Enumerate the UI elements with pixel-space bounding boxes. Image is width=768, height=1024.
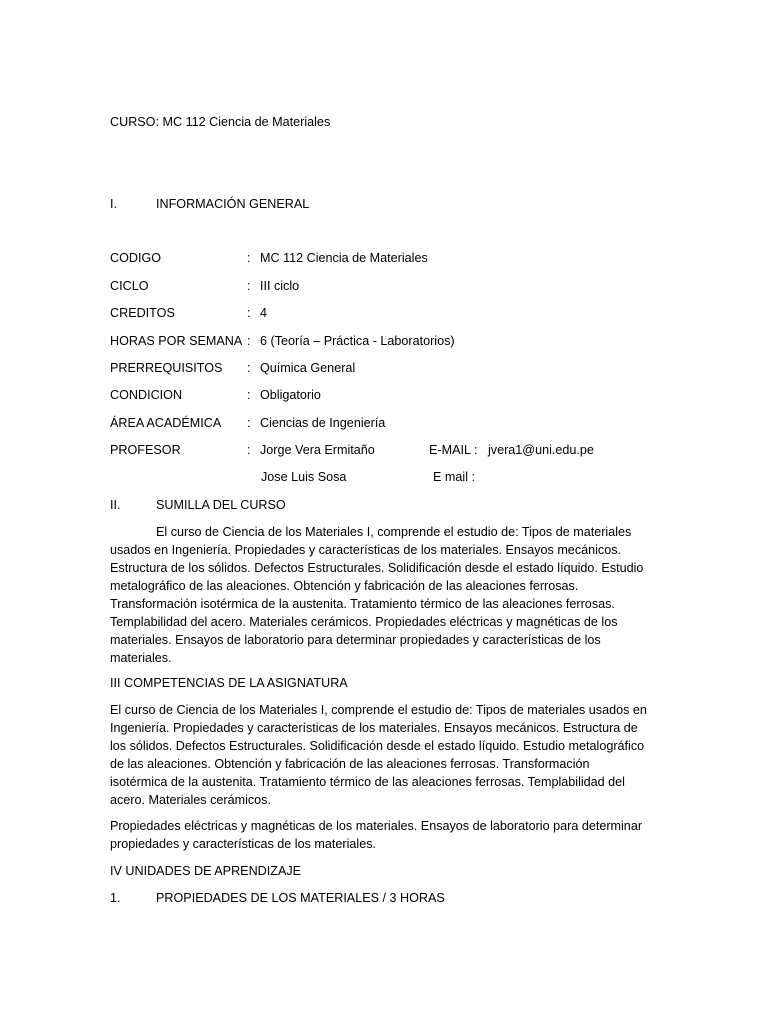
email-label: E mail :: [433, 470, 475, 484]
info-label: PRERREQUISITOS: [110, 361, 223, 375]
info-colon: :: [247, 306, 251, 320]
info-value: 6 (Teoría – Práctica - Laboratorios): [260, 334, 455, 348]
unit-1-number: 1.: [110, 891, 121, 905]
info-value: 4: [260, 306, 268, 320]
unit-1-title: PROPIEDADES DE LOS MATERIALES / 3 HORAS: [156, 891, 445, 905]
section-3-paragraph-2: Propiedades eléctricas y magnéticas de los materiales. Ensayos de laboratorio para determinar propiedades y características de los materiales.: [110, 819, 643, 851]
info-label: ÁREA ACADÉMICA: [110, 416, 222, 430]
section-2-title: SUMILLA DEL CURSO: [156, 498, 286, 512]
email-value: jvera1@uni.edu.pe: [488, 443, 594, 457]
section-1-number: I.: [110, 197, 117, 211]
info-value: Ciencias de Ingeniería: [260, 416, 386, 430]
course-title: CURSO: MC 112 Ciencia de Materiales: [110, 115, 331, 129]
email-label: E-MAIL :: [429, 443, 478, 457]
info-label: CICLO: [110, 279, 149, 293]
info-colon: :: [247, 443, 251, 457]
info-label: CODIGO: [110, 251, 162, 265]
info-value: MC 112 Ciencia de Materiales: [260, 251, 428, 265]
info-colon: :: [247, 388, 251, 402]
section-1-title: INFORMACIÓN GENERAL: [156, 197, 310, 211]
info-label: CREDITOS: [110, 306, 175, 320]
info-colon: :: [247, 334, 251, 348]
info-label: HORAS POR SEMANA: [110, 334, 243, 348]
info-colon: :: [247, 279, 251, 293]
section-3-title: III COMPETENCIAS DE LA ASIGNATURA: [110, 676, 348, 690]
info-label: PROFESOR: [110, 443, 181, 457]
info-label: CONDICION: [110, 388, 183, 402]
section-3-paragraph-1: El curso de Ciencia de los Materiales I, comprende el estudio de: Tipos de materiales usados en Ingeniería. Propiedades y características de los materiales. Ensayos mecánicos. Estructura de los sólidos. Defectos Estructurales. Solidificación desde el estado líquido. Estudio metalográfico de las aleaciones. Obtención y fabricación de las aleaciones ferrosas. Transformación isotérmica de la austenita. Tratamiento térmico de las aleaciones ferrosas. Templabilidad del acero. Materiales cerámicos.: [110, 703, 647, 807]
info-value: Química General: [260, 361, 356, 375]
professor-name: Jose Luis Sosa: [261, 470, 347, 484]
section-4-title: IV UNIDADES DE APRENDIZAJE: [110, 864, 302, 878]
info-value: Jorge Vera Ermitaño: [260, 443, 375, 457]
info-colon: :: [247, 361, 251, 375]
section-2-paragraph: El curso de Ciencia de los Materiales I, comprende el estudio de: Tipos de materiales usados en Ingeniería. Propiedades y características de los materiales. Ensayos mecánicos. Estructura de los sólidos. Defectos Estructurales. Solidificación desde el estado líquido. Estudio metalográfico de las aleaciones. Obtención y fabricación de las aleaciones ferrosas. Transformación isotérmica de la austenita. Tratamiento térmico de las aleaciones ferrosas. Templabilidad del acero. Materiales cerámicos. Propiedades eléctricas y magnéticas de los materiales. Ensayos de laboratorio para determinar propiedades y características de los materiales.: [110, 525, 644, 665]
info-colon: :: [247, 416, 251, 430]
info-colon: :: [247, 251, 251, 265]
section-2-number: II.: [110, 498, 121, 512]
info-value: III ciclo: [260, 279, 300, 293]
info-value: Obligatorio: [260, 388, 321, 402]
